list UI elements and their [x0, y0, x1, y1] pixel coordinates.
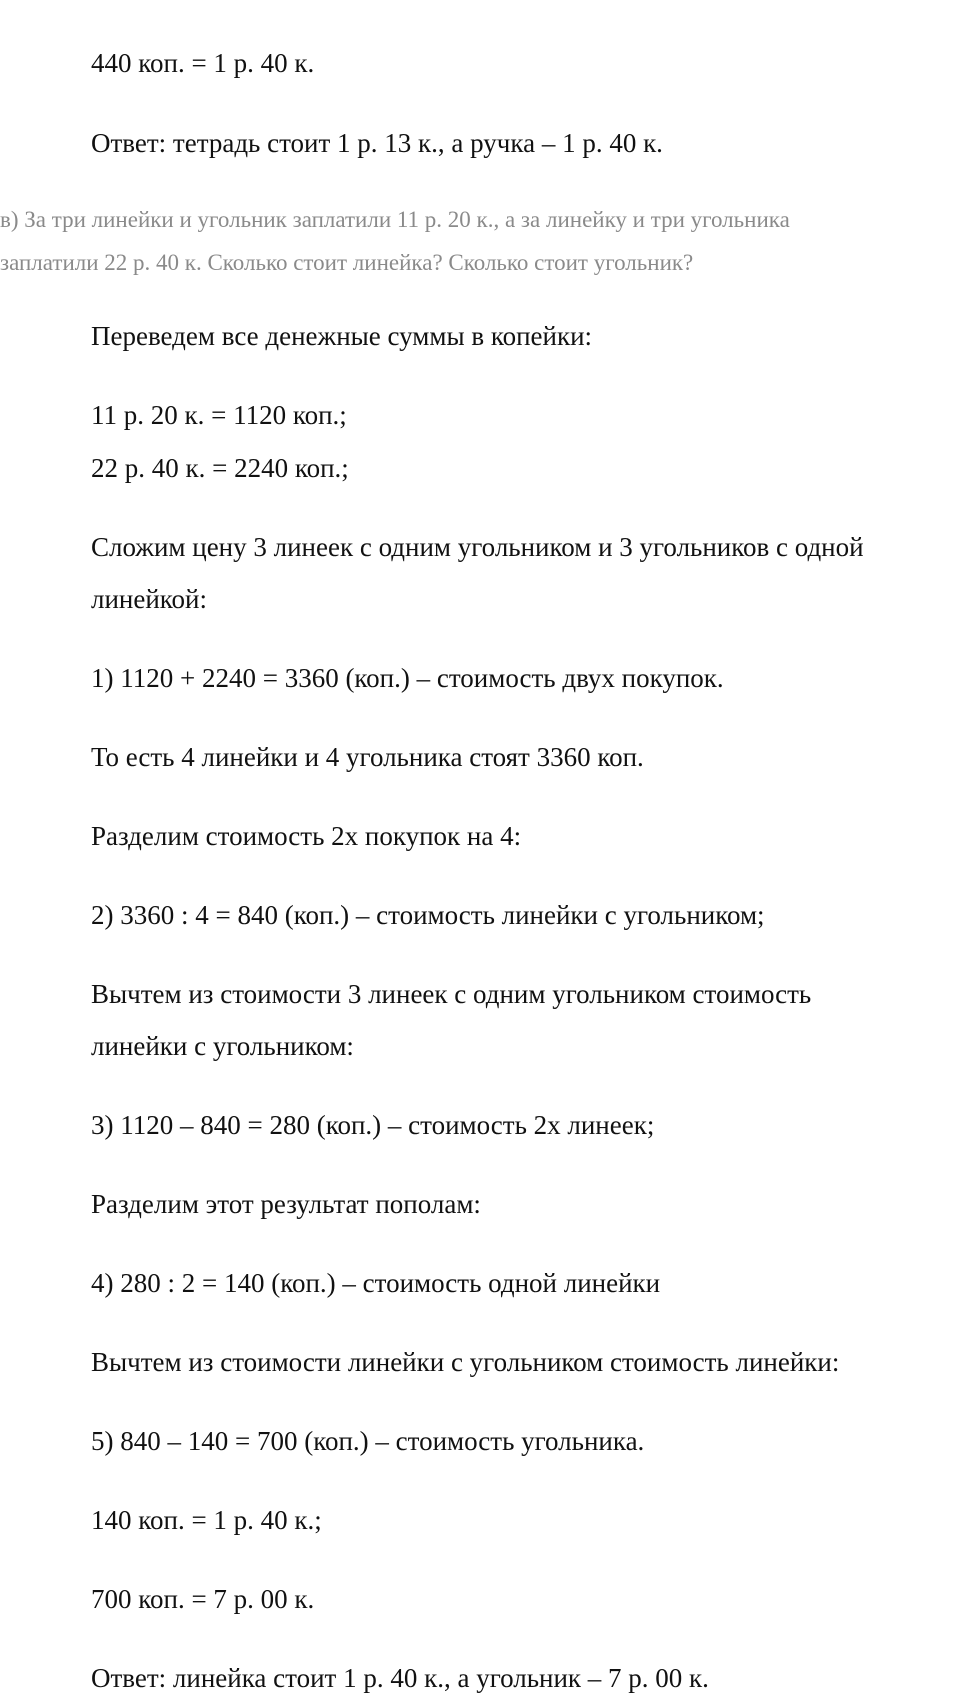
solution-text-line: Сложим цену 3 линеек с одним угольником и 3 угольников с одной: [91, 532, 864, 562]
calc-line: 700 коп. = 7 р. 00 к.: [91, 1584, 315, 1614]
calc-line: 11 р. 20 к. = 1120 коп.;: [91, 400, 347, 430]
calc-line: 440 коп. = 1 р. 40 к.: [91, 48, 315, 78]
solution-text-line: линейки с угольником:: [91, 1031, 354, 1061]
calc-line: 22 р. 40 к. = 2240 коп.;: [91, 453, 349, 483]
solution-text-line: Разделим стоимость 2х покупок на 4:: [91, 821, 522, 851]
solution-text-line: То есть 4 линейки и 4 угольника стоят 3360 коп.: [91, 742, 644, 772]
calc-line: 140 коп. = 1 р. 40 к.;: [91, 1505, 322, 1535]
solution-text-line: Переведем все денежные суммы в копейки:: [91, 321, 593, 351]
solution-text-line: линейкой:: [91, 584, 208, 614]
solution-step-line: 4) 280 : 2 = 140 (коп.) – стоимость одной линейки: [91, 1268, 661, 1298]
task-statement-line: в) За три линейки и угольник заплатили 11 р. 20 к., а за линейку и три угольника: [0, 207, 790, 232]
solution-step-line: 2) 3360 : 4 = 840 (коп.) – стоимость линейки с угольником;: [91, 900, 765, 930]
answer-line: Ответ: линейка стоит 1 р. 40 к., а угольник – 7 р. 00 к.: [91, 1663, 709, 1693]
solution-step-line: 3) 1120 – 840 = 280 (коп.) – стоимость 2х линеек;: [91, 1110, 655, 1140]
solution-step-line: 1) 1120 + 2240 = 3360 (коп.) – стоимость двух покупок.: [91, 663, 724, 693]
solution-text-line: Разделим этот результат пополам:: [91, 1189, 481, 1219]
solution-text-line: Вычтем из стоимости линейки с угольником стоимость линейки:: [91, 1347, 840, 1377]
task-statement-line: заплатили 22 р. 40 к. Сколько стоит линейка? Сколько стоит угольник?: [0, 250, 694, 275]
answer-line: Ответ: тетрадь стоит 1 р. 13 к., а ручка – 1 р. 40 к.: [91, 128, 663, 158]
solution-step-line: 5) 840 – 140 = 700 (коп.) – стоимость угольника.: [91, 1426, 645, 1456]
solution-text-line: Вычтем из стоимости 3 линеек с одним угольником стоимость: [91, 979, 812, 1009]
